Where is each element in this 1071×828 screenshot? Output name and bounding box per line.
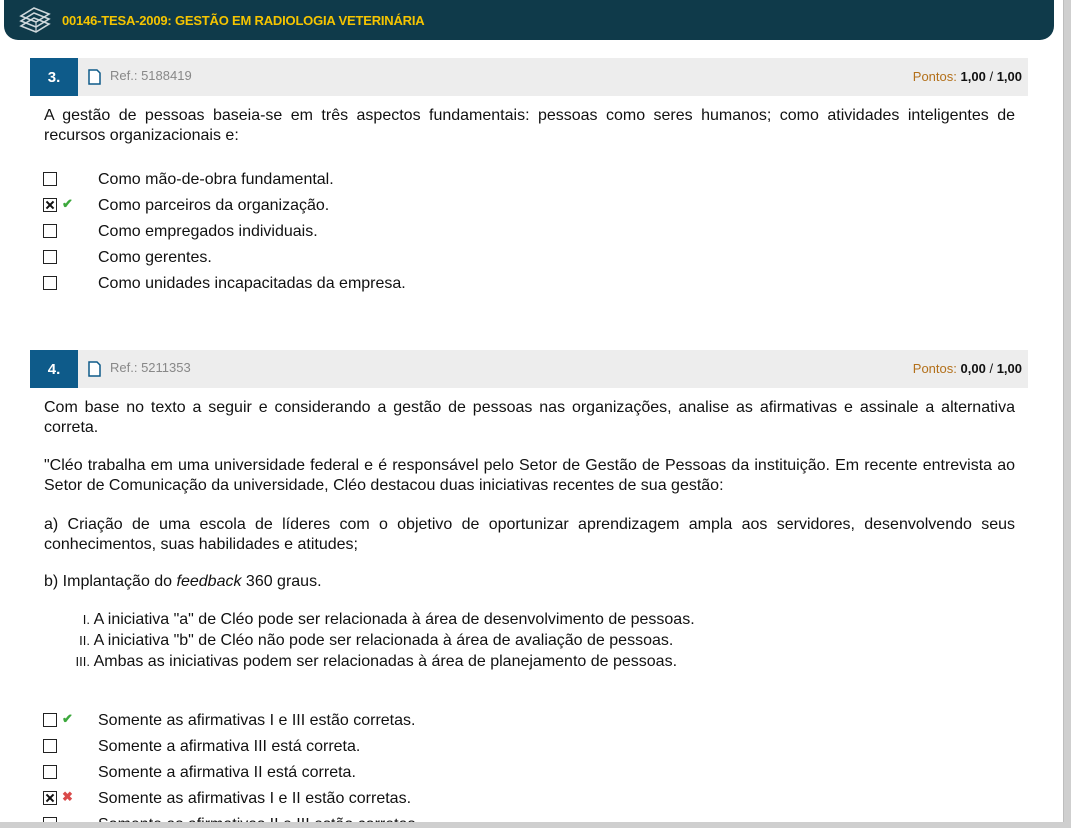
checkbox[interactable]	[43, 276, 57, 290]
points-got: 1,00	[960, 69, 986, 84]
check-icon: ✔	[62, 196, 73, 211]
option-label: Como mão-de-obra fundamental.	[98, 171, 334, 188]
checkbox-checked[interactable]	[43, 791, 57, 805]
question-number: 4.	[30, 350, 78, 388]
question-3-statement: A gestão de pessoas baseia-se em três aspectos fundamentais: pessoas como seres humanos; como atividades inteligentes de recursos organizacionais e:	[44, 107, 1015, 144]
option-q3-4[interactable]	[43, 248, 643, 270]
question-points	[913, 361, 1022, 376]
option-q4-2[interactable]	[43, 737, 643, 759]
question-4-item-a: a) Criação de uma escola de líderes com o objetivo de oportunizar aprendizagem ampla aos servidores, desenvolvendo seus conhecimentos, suas habilidades e atitudes;	[44, 516, 1015, 553]
option-label: Como empregados individuais.	[98, 223, 318, 240]
checkbox[interactable]	[43, 739, 57, 753]
points-max: 1,00	[996, 69, 1022, 84]
scrollbar-track[interactable]	[1063, 0, 1071, 828]
question-4-bar	[30, 350, 1028, 388]
option-q4-1[interactable]	[43, 711, 643, 733]
points-label: Pontos:	[912, 69, 957, 84]
points-max: 1,00	[996, 361, 1022, 376]
points-label: Pontos:	[912, 361, 957, 376]
statement-number: I.	[82, 612, 90, 627]
option-label: Somente a afirmativa II está correta.	[98, 764, 356, 781]
statement-text: A iniciativa "a" de Cléo pode ser relacionada à área de desenvolvimento de pessoas.	[93, 611, 695, 628]
statement-3	[66, 652, 677, 672]
points-sep: /	[989, 69, 994, 84]
question-4-item-b	[44, 572, 1015, 592]
statement-number: III.	[75, 654, 90, 669]
question-points	[913, 69, 1022, 84]
checkbox[interactable]	[43, 250, 57, 264]
points-got: 0,00	[960, 361, 986, 376]
course-title: 00146-TESA-2009: GESTÃO EM RADIOLOGIA VETERINÁRIA	[62, 12, 425, 28]
checkbox-checked[interactable]	[43, 198, 57, 212]
course-header	[4, 0, 1054, 40]
question-number: 3.	[30, 58, 78, 96]
statement-text: Ambas as iniciativas podem ser relacionadas à área de planejamento de pessoas.	[93, 653, 678, 670]
question-ref: Ref.: 5188419	[110, 68, 192, 83]
checkbox[interactable]	[43, 224, 57, 238]
item-b-prefix: b) Implantação do	[44, 573, 177, 590]
option-label: Como unidades incapacitadas da empresa.	[98, 275, 406, 292]
option-q4-4[interactable]	[43, 789, 643, 811]
statement-1	[66, 610, 695, 630]
books-icon	[18, 6, 52, 34]
option-label: Como gerentes.	[98, 249, 212, 266]
item-b-suffix: 360 graus.	[241, 573, 322, 590]
question-ref: Ref.: 5211353	[110, 360, 191, 375]
option-q3-1[interactable]	[43, 170, 643, 192]
option-label: Somente as afirmativas I e II estão corretas.	[98, 790, 412, 807]
question-4-quote: "Cléo trabalha em uma universidade federal e é responsável pelo Setor de Gestão de Pessoas da instituição. Em recente entrevista ao Setor de Comunicação da universidade, Cléo destacou duas iniciativas recentes de sua gestão:	[44, 457, 1015, 494]
document-icon	[88, 69, 101, 85]
window-bottom-border	[0, 822, 1071, 828]
option-label: Somente as afirmativas I e III estão corretas.	[98, 712, 416, 729]
option-q4-3[interactable]	[43, 763, 643, 785]
item-b-emphasis: feedback	[176, 573, 242, 590]
statement-2	[66, 631, 673, 651]
points-sep: /	[989, 361, 994, 376]
option-q3-3[interactable]	[43, 222, 643, 244]
check-icon: ✔	[62, 711, 73, 726]
x-icon: ✖	[62, 789, 73, 804]
option-q3-2[interactable]	[43, 196, 643, 218]
checkbox[interactable]	[43, 713, 57, 727]
question-4-statement: Com base no texto a seguir e considerando a gestão de pessoas nas organizações, analise as afirmativas e assinale a alternativa correta.	[44, 399, 1015, 436]
option-label: Somente a afirmativa III está correta.	[98, 738, 361, 755]
checkbox[interactable]	[43, 765, 57, 779]
option-q3-5[interactable]	[43, 274, 643, 296]
option-label: Como parceiros da organização.	[98, 197, 330, 214]
question-3-bar	[30, 58, 1028, 96]
document-icon	[88, 361, 101, 377]
statement-text: A iniciativa "b" de Cléo não pode ser relacionada à área de avaliação de pessoas.	[93, 632, 674, 649]
statement-number: II.	[79, 633, 90, 648]
checkbox[interactable]	[43, 172, 57, 186]
